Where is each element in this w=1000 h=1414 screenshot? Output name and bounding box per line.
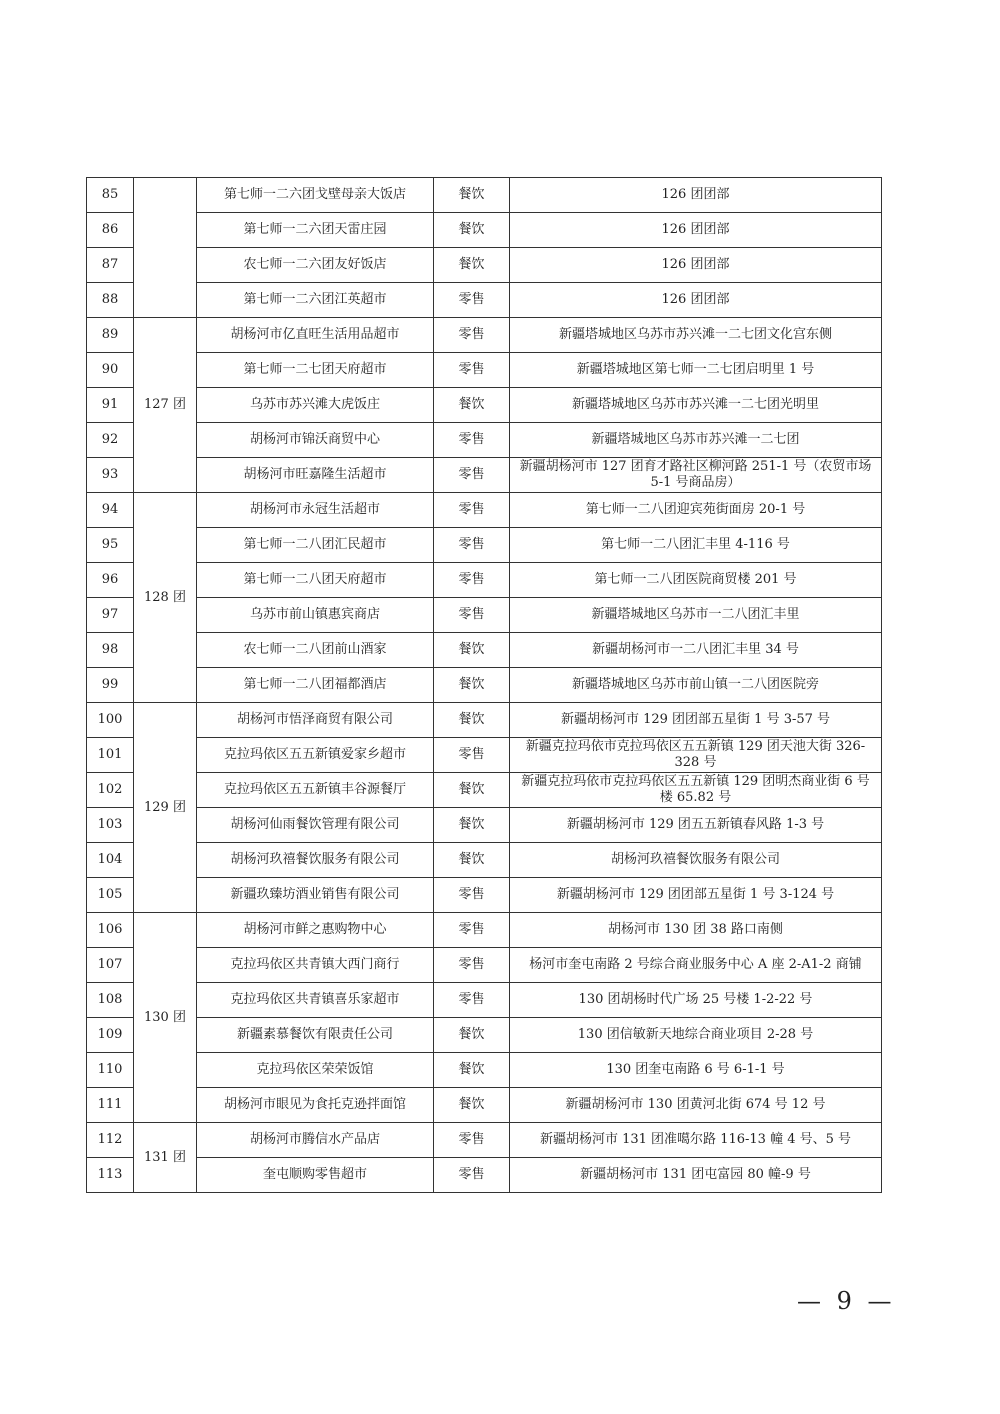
business-type-cell: 餐饮 <box>434 213 510 248</box>
merchant-name-cell: 新疆素慕餐饮有限责任公司 <box>197 1018 434 1053</box>
row-number-cell: 109 <box>87 1018 134 1053</box>
row-number-cell: 106 <box>87 913 134 948</box>
table-row <box>87 1088 882 1123</box>
merchant-name-cell: 第七师一二六团天雷庄园 <box>197 213 434 248</box>
merchant-name-cell: 克拉玛依区共青镇喜乐家超市 <box>197 983 434 1018</box>
table-row <box>87 808 882 843</box>
business-type-cell: 零售 <box>434 878 510 913</box>
address-cell: 130 团奎屯南路 6 号 6-1-1 号 <box>510 1053 882 1088</box>
row-number-cell: 101 <box>87 738 134 773</box>
business-type-cell: 餐饮 <box>434 843 510 878</box>
address-cell: 第七师一二八团医院商贸楼 201 号 <box>510 563 882 598</box>
unit-cell: 129 团 <box>134 703 197 913</box>
unit-cell: 128 团 <box>134 493 197 703</box>
address-cell: 130 团胡杨时代广场 25 号楼 1-2-22 号 <box>510 983 882 1018</box>
business-type-cell: 餐饮 <box>434 1088 510 1123</box>
address-cell: 126 团团部 <box>510 213 882 248</box>
table-row <box>87 983 882 1018</box>
row-number-cell: 108 <box>87 983 134 1018</box>
business-type-cell: 餐饮 <box>434 178 510 213</box>
table-row <box>87 948 882 983</box>
address-cell: 胡杨河玖禧餐饮服务有限公司 <box>510 843 882 878</box>
merchant-name-cell: 克拉玛依区共青镇大西门商行 <box>197 948 434 983</box>
row-number-cell: 105 <box>87 878 134 913</box>
row-number-cell: 111 <box>87 1088 134 1123</box>
merchant-name-cell: 第七师一二六团戈壁母亲大饭店 <box>197 178 434 213</box>
unit-cell: 131 团 <box>134 1123 197 1193</box>
merchant-table-body <box>87 178 882 1193</box>
merchant-name-cell: 克拉玛依区五五新镇丰谷源餐厅 <box>197 773 434 808</box>
table-row <box>87 1018 882 1053</box>
row-number-cell: 107 <box>87 948 134 983</box>
address-cell: 新疆克拉玛依市克拉玛依区五五新镇 129 团明杰商业街 6 号楼 65.82 号 <box>510 773 882 808</box>
row-number-cell: 90 <box>87 353 134 388</box>
table-row <box>87 248 882 283</box>
unit-cell <box>134 178 197 318</box>
address-cell: 新疆塔城地区第七师一二七团启明里 1 号 <box>510 353 882 388</box>
merchant-name-cell: 第七师一二七团天府超市 <box>197 353 434 388</box>
business-type-cell: 餐饮 <box>434 388 510 423</box>
address-cell: 第七师一二八团迎宾苑街面房 20-1 号 <box>510 493 882 528</box>
merchant-name-cell: 胡杨河玖禧餐饮服务有限公司 <box>197 843 434 878</box>
table-row <box>87 843 882 878</box>
merchant-name-cell: 第七师一二八团福都酒店 <box>197 668 434 703</box>
address-cell: 杨河市奎屯南路 2 号综合商业服务中心 A 座 2-A1-2 商铺 <box>510 948 882 983</box>
merchant-name-cell: 克拉玛依区荣荣饭馆 <box>197 1053 434 1088</box>
row-number-cell: 93 <box>87 458 134 493</box>
table-row <box>87 353 882 388</box>
address-cell: 126 团团部 <box>510 178 882 213</box>
business-type-cell: 餐饮 <box>434 1053 510 1088</box>
business-type-cell: 零售 <box>434 353 510 388</box>
merchant-name-cell: 胡杨河市锦沃商贸中心 <box>197 423 434 458</box>
business-type-cell: 零售 <box>434 1158 510 1193</box>
merchant-name-cell: 胡杨河市悟泽商贸有限公司 <box>197 703 434 738</box>
table-row <box>87 703 882 738</box>
merchant-name-cell: 胡杨河市腾信水产品店 <box>197 1123 434 1158</box>
table-row <box>87 458 882 493</box>
business-type-cell: 零售 <box>434 458 510 493</box>
row-number-cell: 96 <box>87 563 134 598</box>
address-cell: 新疆克拉玛依市克拉玛依区五五新镇 129 团天池大街 326-328 号 <box>510 738 882 773</box>
address-cell: 新疆塔城地区乌苏市前山镇一二八团医院旁 <box>510 668 882 703</box>
address-cell: 新疆胡杨河市 127 团育才路社区柳河路 251-1 号（农贸市场 5-1 号商品房） <box>510 458 882 493</box>
unit-cell: 130 团 <box>134 913 197 1123</box>
page-number: — 9 — <box>797 1287 896 1315</box>
merchant-name-cell: 胡杨河仙雨餐饮管理有限公司 <box>197 808 434 843</box>
row-number-cell: 87 <box>87 248 134 283</box>
row-number-cell: 110 <box>87 1053 134 1088</box>
address-cell: 130 团信敏新天地综合商业项目 2-28 号 <box>510 1018 882 1053</box>
address-cell: 新疆胡杨河市 129 团团部五星街 1 号 3-57 号 <box>510 703 882 738</box>
table-row <box>87 913 882 948</box>
table-row <box>87 633 882 668</box>
merchant-name-cell: 奎屯顺购零售超市 <box>197 1158 434 1193</box>
table-row <box>87 178 882 213</box>
table-row <box>87 563 882 598</box>
address-cell: 新疆塔城地区乌苏市苏兴滩一二七团光明里 <box>510 388 882 423</box>
address-cell: 第七师一二八团汇丰里 4-116 号 <box>510 528 882 563</box>
business-type-cell: 餐饮 <box>434 703 510 738</box>
table-row <box>87 878 882 913</box>
address-cell: 新疆胡杨河市 131 团准噶尔路 116-13 幢 4 号、5 号 <box>510 1123 882 1158</box>
address-cell: 新疆胡杨河市 130 团黄河北街 674 号 12 号 <box>510 1088 882 1123</box>
row-number-cell: 88 <box>87 283 134 318</box>
unit-cell: 127 团 <box>134 318 197 493</box>
business-type-cell: 零售 <box>434 563 510 598</box>
row-number-cell: 97 <box>87 598 134 633</box>
address-cell: 新疆胡杨河市 129 团团部五星街 1 号 3-124 号 <box>510 878 882 913</box>
merchant-name-cell: 胡杨河市旺嘉隆生活超市 <box>197 458 434 493</box>
table-row <box>87 773 882 808</box>
row-number-cell: 85 <box>87 178 134 213</box>
business-type-cell: 零售 <box>434 318 510 353</box>
row-number-cell: 91 <box>87 388 134 423</box>
business-type-cell: 零售 <box>434 598 510 633</box>
address-cell: 新疆塔城地区乌苏市苏兴滩一二七团文化宫东侧 <box>510 318 882 353</box>
address-cell: 126 团团部 <box>510 283 882 318</box>
row-number-cell: 112 <box>87 1123 134 1158</box>
address-cell: 新疆塔城地区乌苏市苏兴滩一二七团 <box>510 423 882 458</box>
merchant-name-cell: 新疆玖臻坊酒业销售有限公司 <box>197 878 434 913</box>
business-type-cell: 零售 <box>434 913 510 948</box>
business-type-cell: 零售 <box>434 528 510 563</box>
business-type-cell: 餐饮 <box>434 808 510 843</box>
business-type-cell: 零售 <box>434 283 510 318</box>
row-number-cell: 92 <box>87 423 134 458</box>
table-row <box>87 598 882 633</box>
row-number-cell: 100 <box>87 703 134 738</box>
row-number-cell: 102 <box>87 773 134 808</box>
merchant-name-cell: 乌苏市前山镇惠宾商店 <box>197 598 434 633</box>
merchant-name-cell: 第七师一二八团汇民超市 <box>197 528 434 563</box>
merchant-name-cell: 乌苏市苏兴滩大虎饭庄 <box>197 388 434 423</box>
table-row <box>87 423 882 458</box>
table-row <box>87 388 882 423</box>
merchant-name-cell: 农七师一二六团友好饭店 <box>197 248 434 283</box>
address-cell: 胡杨河市 130 团 38 路口南侧 <box>510 913 882 948</box>
row-number-cell: 98 <box>87 633 134 668</box>
merchant-name-cell: 胡杨河市鲜之惠购物中心 <box>197 913 434 948</box>
row-number-cell: 86 <box>87 213 134 248</box>
merchant-name-cell: 第七师一二六团江英超市 <box>197 283 434 318</box>
merchant-name-cell: 胡杨河市永冠生活超市 <box>197 493 434 528</box>
business-type-cell: 零售 <box>434 1123 510 1158</box>
table-row <box>87 1158 882 1193</box>
row-number-cell: 95 <box>87 528 134 563</box>
business-type-cell: 零售 <box>434 948 510 983</box>
row-number-cell: 104 <box>87 843 134 878</box>
table-row <box>87 738 882 773</box>
table-row <box>87 528 882 563</box>
table-row <box>87 283 882 318</box>
business-type-cell: 零售 <box>434 738 510 773</box>
table-row <box>87 1053 882 1088</box>
table-row <box>87 493 882 528</box>
business-type-cell: 餐饮 <box>434 633 510 668</box>
business-type-cell: 餐饮 <box>434 668 510 703</box>
business-type-cell: 餐饮 <box>434 1018 510 1053</box>
address-cell: 新疆胡杨河市 129 团五五新镇春风路 1-3 号 <box>510 808 882 843</box>
business-type-cell: 餐饮 <box>434 248 510 283</box>
business-type-cell: 餐饮 <box>434 773 510 808</box>
row-number-cell: 113 <box>87 1158 134 1193</box>
address-cell: 126 团团部 <box>510 248 882 283</box>
address-cell: 新疆胡杨河市 131 团屯富园 80 幢-9 号 <box>510 1158 882 1193</box>
merchant-name-cell: 农七师一二八团前山酒家 <box>197 633 434 668</box>
business-type-cell: 零售 <box>434 493 510 528</box>
row-number-cell: 94 <box>87 493 134 528</box>
merchant-name-cell: 胡杨河市亿直旺生活用品超市 <box>197 318 434 353</box>
merchant-name-cell: 第七师一二八团天府超市 <box>197 563 434 598</box>
address-cell: 新疆胡杨河市一二八团汇丰里 34 号 <box>510 633 882 668</box>
merchant-name-cell: 克拉玛依区五五新镇爱家乡超市 <box>197 738 434 773</box>
address-cell: 新疆塔城地区乌苏市一二八团汇丰里 <box>510 598 882 633</box>
merchant-table <box>86 177 882 1193</box>
row-number-cell: 89 <box>87 318 134 353</box>
table-row <box>87 213 882 248</box>
merchant-name-cell: 胡杨河市眼见为食托克逊拌面馆 <box>197 1088 434 1123</box>
table-row <box>87 318 882 353</box>
row-number-cell: 103 <box>87 808 134 843</box>
business-type-cell: 零售 <box>434 983 510 1018</box>
business-type-cell: 零售 <box>434 423 510 458</box>
row-number-cell: 99 <box>87 668 134 703</box>
table-row <box>87 668 882 703</box>
table-row <box>87 1123 882 1158</box>
